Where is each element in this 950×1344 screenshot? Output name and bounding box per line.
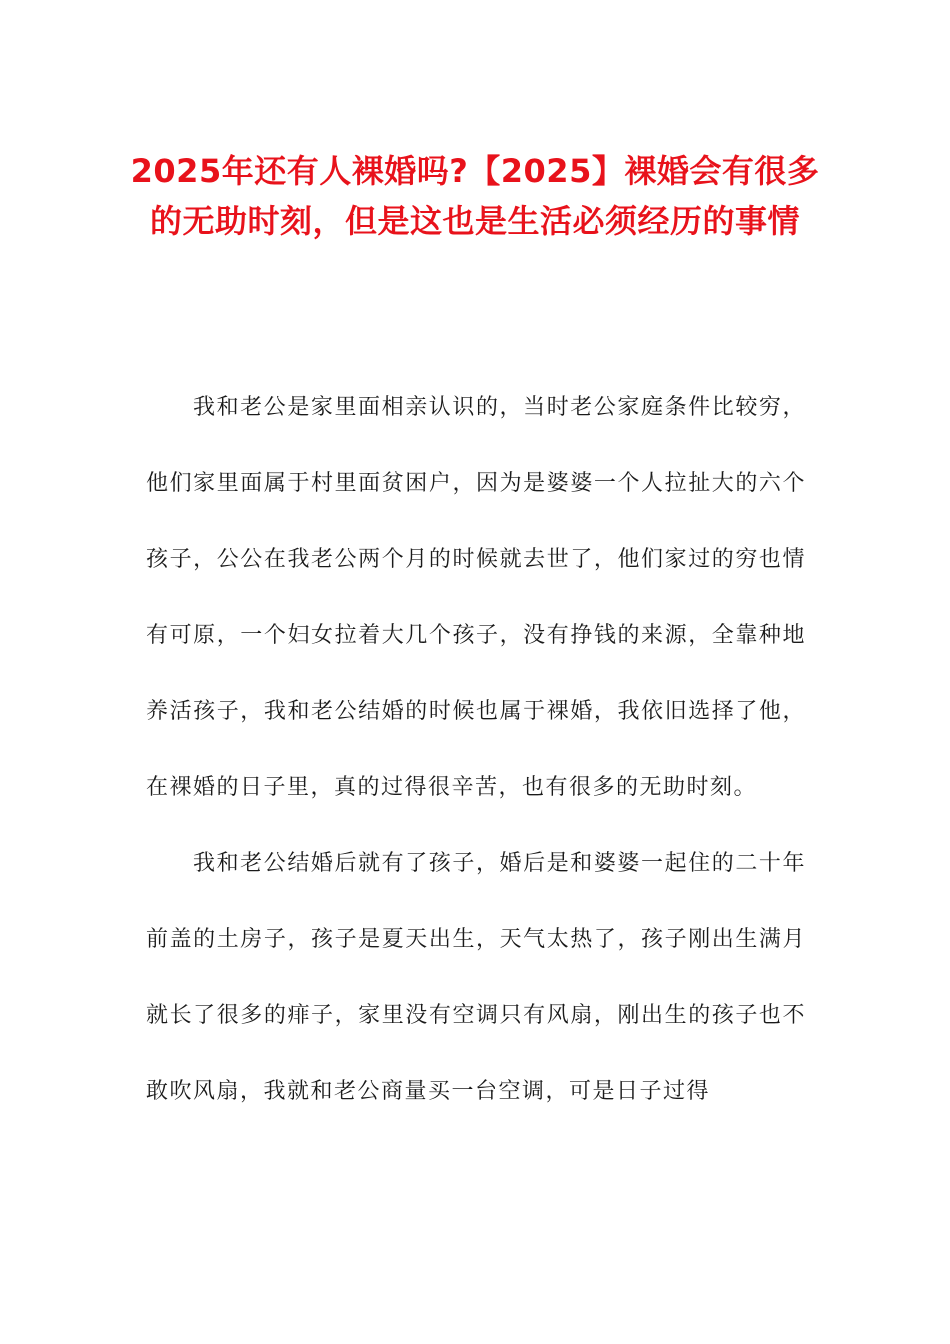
paragraph-1: 我和老公是家里面相亲认识的，当时老公家庭条件比较穷，他们家里面属于村里面贫困户，因为是婆婆一个人拉扯大的六个孩子，公公在我老公两个月的时候就去世了，他们家过的穷也情有可原，一个妇女拉着大几个孩子，没有挣钱的来源，全靠种地养活孩子，我和老公结婚的时候也属于裸婚，我依旧选择了他，在裸婚的日子里，真的过得很辛苦，也有很多的无助时刻。 [146, 395, 806, 800]
document-body [146, 370, 806, 1130]
paragraph-2: 我和老公结婚后就有了孩子，婚后是和婆婆一起住的二十年前盖的土房子，孩子是夏天出生，天气太热了，孩子刚出生满月就长了很多的痱子，家里没有空调只有风扇，刚出生的孩子也不敢吹风扇，我就和老公商量买一台空调，可是日子过得 [146, 851, 806, 1104]
document-title: 2025年还有人裸婚吗?【2025】裸婚会有很多的无助时刻，但是这也是生活必须经历的事情 [130, 152, 820, 240]
